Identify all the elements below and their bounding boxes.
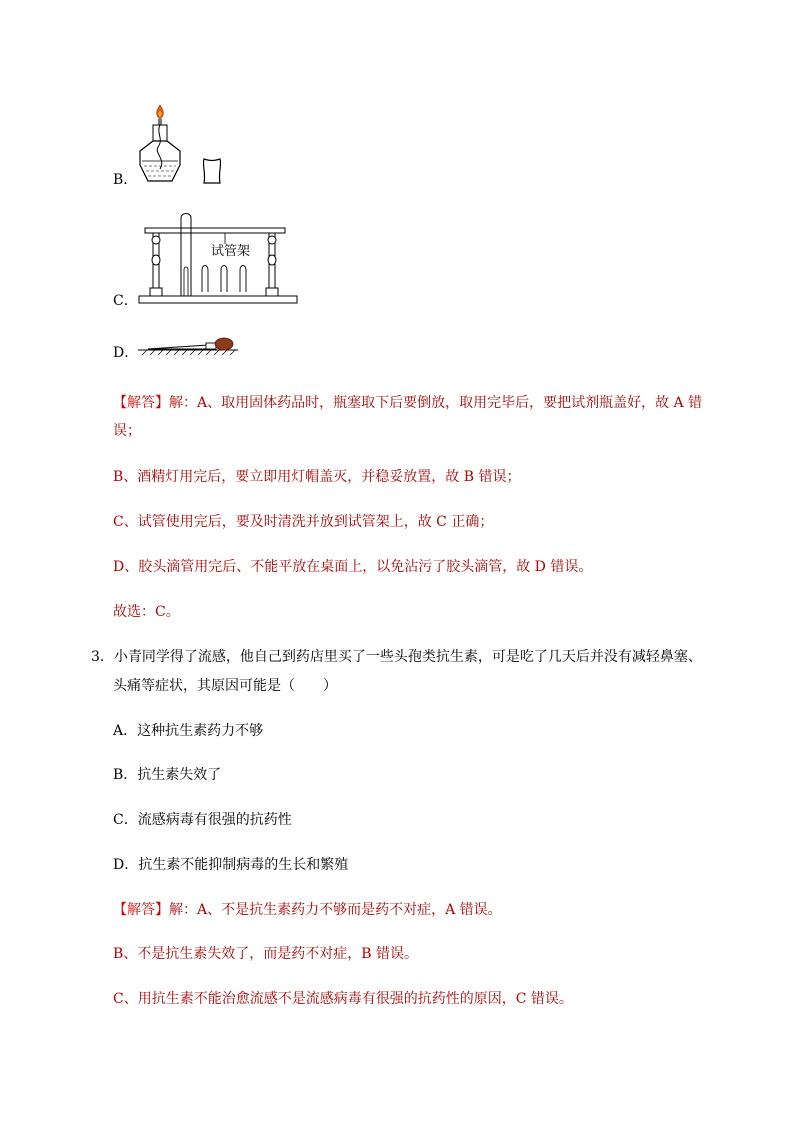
- question3-option-d: D．抗生素不能抑制病毒的生长和繁殖: [113, 857, 349, 873]
- dropper-on-table-figure: [138, 337, 248, 357]
- question3-option-a: A．这种抗生素药力不够: [113, 723, 264, 739]
- answer3-tag: 【解答】: [113, 902, 169, 918]
- option-d-label: D．: [113, 345, 139, 361]
- answer-prev-line1: [113, 393, 702, 413]
- question3-option-c: C．流感病毒有很强的抗药性: [113, 812, 292, 828]
- answer-text: 解：A、取用固体药品时，瓶塞取下后要倒放，取用完毕后，要把试剂瓶盖好，故 A 错: [169, 395, 703, 411]
- answer3-text: 解：A、不是抗生素药力不够而是药不对症，A 错误。: [169, 902, 502, 918]
- alcohol-lamp-figure: [134, 103, 234, 188]
- question3-line2: 头痛等症状，其原因可能是（ ）: [113, 678, 337, 694]
- answer-prev-line1-cont: 误；: [113, 423, 141, 439]
- answer-prev-choice: 故选：C。: [113, 604, 180, 620]
- option-c-label: C．: [113, 293, 138, 309]
- answer3-line3: C、用抗生素不能治愈流感不是流感病毒有很强的抗药性的原因，C 错误。: [113, 991, 573, 1007]
- answer-prev-line2: B、酒精灯用完后，要立即用灯帽盖灭，并稳妥放置，故 B 错误；: [113, 469, 521, 485]
- answer3-line1: [113, 900, 502, 920]
- answer-prev-line3: C、试管使用完后，要及时清洗并放到试管架上，故 C 正确；: [113, 514, 494, 530]
- question3-line1: 3．小青同学得了流感，他自己到药店里买了一些头孢类抗生素，可是吃了几天后并没有减轻鼻塞、: [91, 649, 702, 665]
- question3-option-b: B．抗生素失效了: [113, 767, 222, 783]
- option-b-label: B．: [113, 172, 138, 188]
- test-tube-rack-label: 试管架: [211, 244, 251, 259]
- answer-tag: 【解答】: [113, 395, 169, 411]
- answer-prev-line4: D、胶头滴管用完后、不能平放在桌面上，以免沾污了胶头滴管，故 D 错误。: [113, 559, 593, 575]
- answer3-line2: B、不是抗生素失效了，而是药不对症，B 错误。: [113, 946, 419, 962]
